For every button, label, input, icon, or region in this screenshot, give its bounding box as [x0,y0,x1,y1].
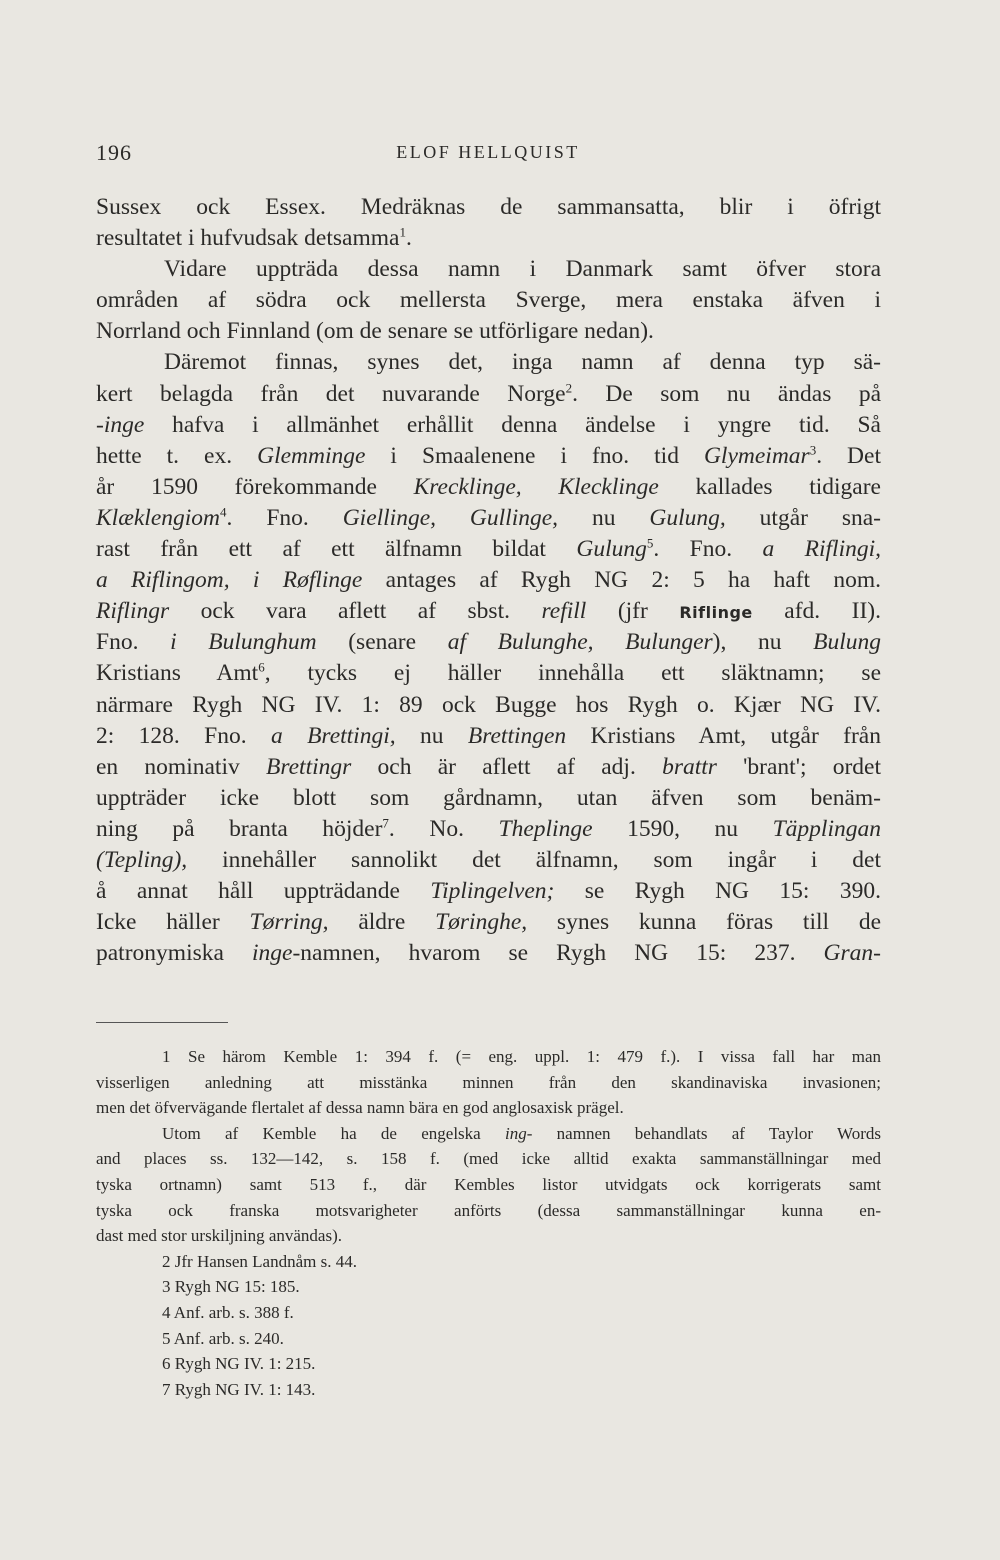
body-line: a Riflingom, i Røflinge antages af Rygh NG 2: 5 ha haft nom. [96,567,882,594]
footnote-ref: 7 [382,815,389,831]
body-line: Riflingr ock vara aflett af sbst. refill (jfr Riflinge afd. II). [96,598,882,625]
body-line: Däremot finnas, synes det, inga namn af denna typ sä- [164,349,881,376]
footnote-line: men det öfvervägande flertalet af dessa namn bära en god anglosaxisk prägel. [96,1098,624,1118]
body-line: -inge hafva i allmänhet erhållit denna ändelse i yngre tid. Så [96,411,881,438]
footnote-line: and places ss. 132—142, s. 158 f. (med icke alltid exakta sammanställningar med [96,1149,881,1169]
page-header [96,140,880,170]
page-number: 196 [96,140,132,165]
footnote-line: Utom af Kemble ha de engelska ing- namnen behandlats af Taylor Words [162,1123,881,1143]
footnote-line: 3 Rygh NG 15: 185. [162,1277,300,1297]
footnote-rule [96,1022,228,1023]
footnote-line: 7 Rygh NG IV. 1: 143. [162,1379,316,1399]
body-line: Sussex ock Essex. Medräknas de sammansatta, blir i öfrigt [96,194,881,220]
body-line: Norrland och Finnland (om de senare se utförligare nedan). [96,318,654,345]
body-line: en nominativ Brettingr och är aflett af adj. brattr 'brant'; ordet [96,753,881,780]
footnote-line: 6 Rygh NG IV. 1: 215. [162,1354,316,1374]
body-line: hette t. ex. Glemminge i Smaalenene i fno. tid Glymeimar$^3$. Det [96,442,881,469]
running-head: ELOF HELLQUIST [396,142,580,162]
body-line: rast från ett af ett älfnamn bildat Gulung$^5$. Fno. a Riflingi, [96,535,882,563]
body-line: patronymiska inge-namnen, hvarom se Rygh NG 15: 237. Gran- [96,940,881,967]
footnotes [96,1044,881,1402]
footnote-line: 5 Anf. arb. s. 240. [162,1328,284,1348]
body-line: närmare Rygh NG IV. 1: 89 ock Bugge hos Rygh o. Kjær NG IV. [96,691,881,718]
footnote-ref: 6 [258,659,265,675]
body-line: Vidare uppträda dessa namn i Danmark samt öfver stora [164,256,881,283]
footnote-line: 2 Jfr Hansen Landnåm s. 44. [162,1251,357,1271]
footnote-ref: 3 [809,442,817,458]
footnote-line: visserligen anledning att misstänka minnen från den skandinaviska invasionen; [96,1072,881,1092]
footnote-ref: 5 [646,535,654,551]
footnote-ref: 2 [565,380,573,396]
body-text [96,192,881,969]
body-line: kert belagda från det nuvarande Norge$^2$. De som nu ändas på [96,380,881,407]
body-line: Klæklengiom$^4$. Fno. Giellinge, Gullinge, nu Gulung, utgår sna- [96,504,882,531]
body-line: å annat håll uppträdande Tiplingelven; se Rygh NG 15: 390. [96,878,881,905]
body-line: (Tepling), innehåller sannolikt det älfnamn, som ingår i det [96,846,881,873]
body-line: Fno. i Bulunghum (senare af Bulunghe, Bulunger), nu Bulung [96,629,881,656]
body-line: ning på branta höjder$^7$. No. Theplinge 1590, nu Täpplingan [96,815,881,842]
footnote-ref: 1 [399,224,406,240]
body-line: 2: 128. Fno. a Brettingi, nu Brettingen Kristians Amt, utgår från [96,722,881,749]
footnote-line: tyska ortnamn) samt 513 f., där Kembles listor utvidgats ock korrigerats samt [96,1174,881,1194]
footnote-line: dast med stor urskiljning användas). [96,1226,342,1246]
body-line: Icke häller Tørring, äldre Tøringhe, synes kunna föras till de [96,909,881,936]
footnote-line: 1 Se härom Kemble 1: 394 f. (= eng. uppl. 1: 479 f.). I vissa fall har man [162,1047,881,1066]
body-line: områden af södra ock mellersta Sverge, mera enstaka äfven i [96,287,881,314]
footnote-ref: 4 [220,504,227,520]
body-line: Kristians Amt$^6$, tycks ej häller innehålla ett släktnamn; se [96,659,881,687]
body-line: uppträder icke blott som gårdnamn, utan äfven som benäm- [96,784,881,811]
body-line: år 1590 förekommande Krecklinge, Klecklinge kallades tidigare [96,473,881,500]
footnote-line: 4 Anf. arb. s. 388 f. [162,1302,294,1322]
footnote-line: tyska ock franska motsvarigheter anförts (dessa sammanställningar kunna en- [96,1200,881,1220]
body-line: resultatet i hufvudsak detsamma$^1$. [96,224,412,252]
